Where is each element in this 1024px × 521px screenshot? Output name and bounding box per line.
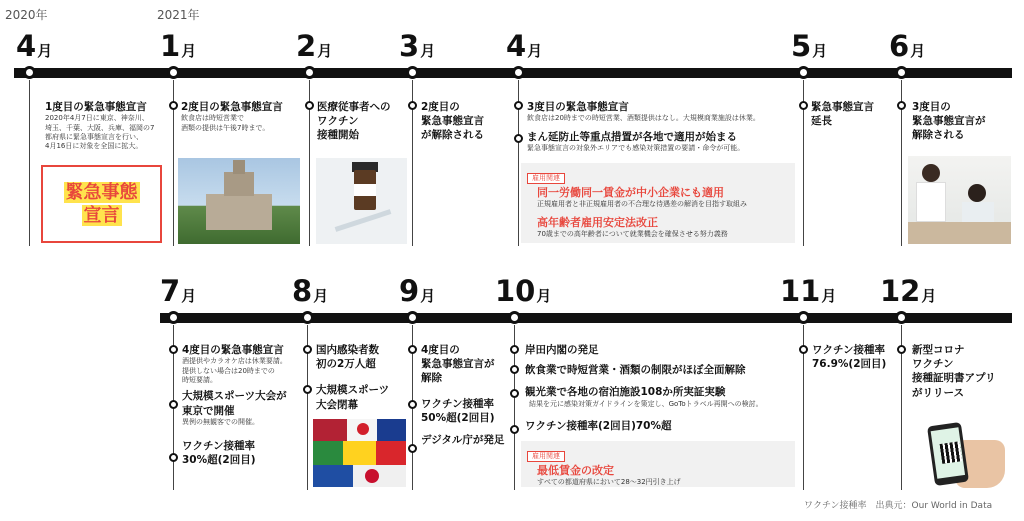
year-2021: 2021年 <box>157 8 200 22</box>
month-label-may: 5月 <box>791 29 828 63</box>
event-title: まん延防止等重点措置が各地で適用が始まる <box>527 130 737 143</box>
event-detail: 緊急事態宣言の対象外エリアでも感染対策措置の要請・命令が可能。 <box>527 143 745 152</box>
employment-tag: 雇用関連 <box>527 173 565 184</box>
event-title: ワクチン接種率(2回目)70%超 <box>525 419 672 432</box>
timeline-node-apr-2020 <box>23 66 36 79</box>
timeline-node <box>169 345 178 354</box>
timeline-node-apr <box>512 66 525 79</box>
office-workers-photo <box>908 156 1011 244</box>
event-jun <box>912 100 1020 143</box>
event-nov <box>812 343 900 371</box>
timeline-node-jan <box>167 66 180 79</box>
divider <box>29 80 30 246</box>
timeline-node-jul <box>167 311 180 324</box>
month-label-dec: 12月 <box>880 274 937 308</box>
badge-text: 宣言 <box>83 205 120 226</box>
month-label-aug: 8月 <box>292 274 329 308</box>
event-detail: 都府県に緊急事態宣言を行い、 <box>45 133 143 142</box>
event-apr-2020 <box>45 100 170 152</box>
event-detail: 時短要請。 <box>182 376 217 385</box>
event-feb <box>317 100 412 143</box>
event-detail: 70歳までの高年齢者について就業機会を確保させる努力義務 <box>537 229 728 238</box>
event-title: 延長 <box>811 115 832 128</box>
month-label-apr: 4月 <box>506 29 543 63</box>
event-title: 大規模スポーツ大会が <box>182 390 287 403</box>
event-title: がリリース <box>912 386 964 399</box>
event-detail: すべての都道府県において28～32円引き上げ <box>537 478 681 487</box>
event-title: 飲食業で時短営業・酒類の制限がほぼ全面解除 <box>525 364 746 377</box>
month-label-jun: 6月 <box>889 29 926 63</box>
event-detail: 飲食店は20時までの時短営業、酒類提供はなし。大規模商業施設は休業。 <box>527 114 760 123</box>
timeline-node <box>169 400 178 409</box>
event-title: 接種証明書アプリ <box>912 372 996 385</box>
employment-box-oct <box>521 441 795 487</box>
event-title: 3度目の緊急事態宣言 <box>527 101 629 113</box>
event-title: 東京で開催 <box>182 404 235 417</box>
event-apr <box>527 100 797 153</box>
event-title: 解除される <box>912 129 965 142</box>
month-label-sep: 9月 <box>399 274 436 308</box>
event-title: 緊急事態宣言 <box>421 115 484 128</box>
event-detail: 4月16日に対象を全国に拡大。 <box>45 142 143 151</box>
event-title: ワクチン接種率 <box>421 397 494 410</box>
event-title: デジタル庁が発足 <box>421 433 505 446</box>
month-label-jul: 7月 <box>160 274 197 308</box>
event-title: 大規模スポーツ <box>316 384 390 397</box>
event-title: 解除 <box>421 372 442 385</box>
timeline-node-feb <box>303 66 316 79</box>
timeline-node <box>169 453 178 462</box>
year-2020: 2020年 <box>5 8 48 22</box>
event-detail: 異例の無観客での開催。 <box>182 417 259 426</box>
event-title: 1度目の緊急事態宣言 <box>45 101 147 113</box>
timeline-node-may <box>797 66 810 79</box>
event-oct <box>525 343 797 433</box>
event-mar <box>421 100 516 143</box>
event-detail: 2020年4月7日に東京、神奈川、 <box>45 114 149 123</box>
timeline-node <box>799 345 808 354</box>
event-title: 30%超(2回目) <box>182 454 256 467</box>
timeline-node-aug <box>301 311 314 324</box>
event-detail: 埼玉、千葉、大阪、兵庫、福岡の7 <box>45 123 155 132</box>
employment-headline: 同一労働同一賃金が中小企業にも適用 <box>537 186 724 200</box>
event-title: 岸田内閣の発足 <box>525 344 599 356</box>
month-label-oct: 10月 <box>495 274 552 308</box>
event-title: ワクチン <box>317 115 359 128</box>
employment-tag: 雇用関連 <box>527 451 565 462</box>
employment-headline: 高年齢者雇用安定法改正 <box>537 215 658 229</box>
event-jul <box>182 343 305 468</box>
badge-text: 緊急事態 <box>65 181 138 203</box>
state-of-emergency-badge <box>41 165 162 243</box>
event-title: ワクチン <box>912 358 954 371</box>
event-jan <box>181 100 306 133</box>
timeline-node <box>169 101 178 110</box>
event-title: 医療従事者への <box>317 101 391 113</box>
timeline-bar-row2 <box>160 313 1012 323</box>
timeline-node-sep <box>406 311 419 324</box>
timeline-node-dec <box>895 311 908 324</box>
month-label-nov: 11月 <box>780 274 837 308</box>
timeline-node <box>408 444 417 453</box>
timeline-node-jun <box>895 66 908 79</box>
month-label-jan: 1月 <box>160 29 197 63</box>
employment-headline: 最低賃金の改定 <box>537 464 614 478</box>
event-aug <box>316 343 411 412</box>
timeline-node-nov <box>797 311 810 324</box>
event-title: 観光業で各地の宿泊施設108か所実証実験 <box>525 386 726 399</box>
smartphone-qr-photo <box>921 418 1007 490</box>
employment-box-apr <box>521 163 795 243</box>
event-detail: 酒提供やカラオケ店は休業要請。 <box>182 357 287 366</box>
event-title: ワクチン接種率 <box>182 440 255 453</box>
event-detail: 結果を元に感染対策ガイドラインを策定し、GoToトラベル再開への検討。 <box>529 399 763 408</box>
event-title: が解除される <box>421 129 484 142</box>
event-may <box>811 100 899 128</box>
event-title: 緊急事態宣言が <box>421 358 495 371</box>
timeline-node-mar <box>406 66 419 79</box>
event-title: 2度目の緊急事態宣言 <box>181 101 283 113</box>
event-sep <box>421 343 516 447</box>
event-title: 緊急事態宣言 <box>811 101 874 113</box>
event-title: 大会閉幕 <box>316 398 358 411</box>
source-note: ワクチン接種率 出典元：Our World in Data <box>804 501 993 511</box>
event-dec <box>912 343 1020 400</box>
event-detail: 正規雇用者と非正規雇用者の不合理な待遇差の解消を目指す取組み <box>537 200 747 209</box>
event-title: 4度目の緊急事態宣言 <box>182 344 284 356</box>
event-detail: 飲食店は時短営業で <box>181 114 244 123</box>
event-title: 初の2万人超 <box>316 358 376 371</box>
event-detail: 提供しない場合は20時までの <box>182 366 275 375</box>
month-label-mar: 3月 <box>399 29 436 63</box>
event-title: 新型コロナ <box>912 344 965 356</box>
event-title: 2度目の <box>421 101 460 113</box>
month-label-feb: 2月 <box>296 29 333 63</box>
vaccine-vial-photo <box>316 158 407 244</box>
diet-building-photo <box>178 158 300 244</box>
month-label-apr-2020: 4月 <box>16 29 53 63</box>
timeline-node <box>305 101 314 110</box>
event-title: 4度目の <box>421 344 460 356</box>
event-title: 50%超(2回目) <box>421 411 495 424</box>
event-detail: 酒類の提供は午後7時まで。 <box>181 123 270 132</box>
event-title: 国内感染者数 <box>316 344 379 356</box>
event-title: 3度目の <box>912 101 951 113</box>
event-title: ワクチン接種率 <box>812 344 885 356</box>
timeline-node <box>799 101 808 110</box>
event-title: 緊急事態宣言が <box>912 115 986 128</box>
event-title: 76.9%(2回目) <box>812 358 887 371</box>
timeline-node-oct <box>508 311 521 324</box>
world-flags-photo <box>313 419 406 487</box>
event-title: 接種開始 <box>317 129 359 142</box>
